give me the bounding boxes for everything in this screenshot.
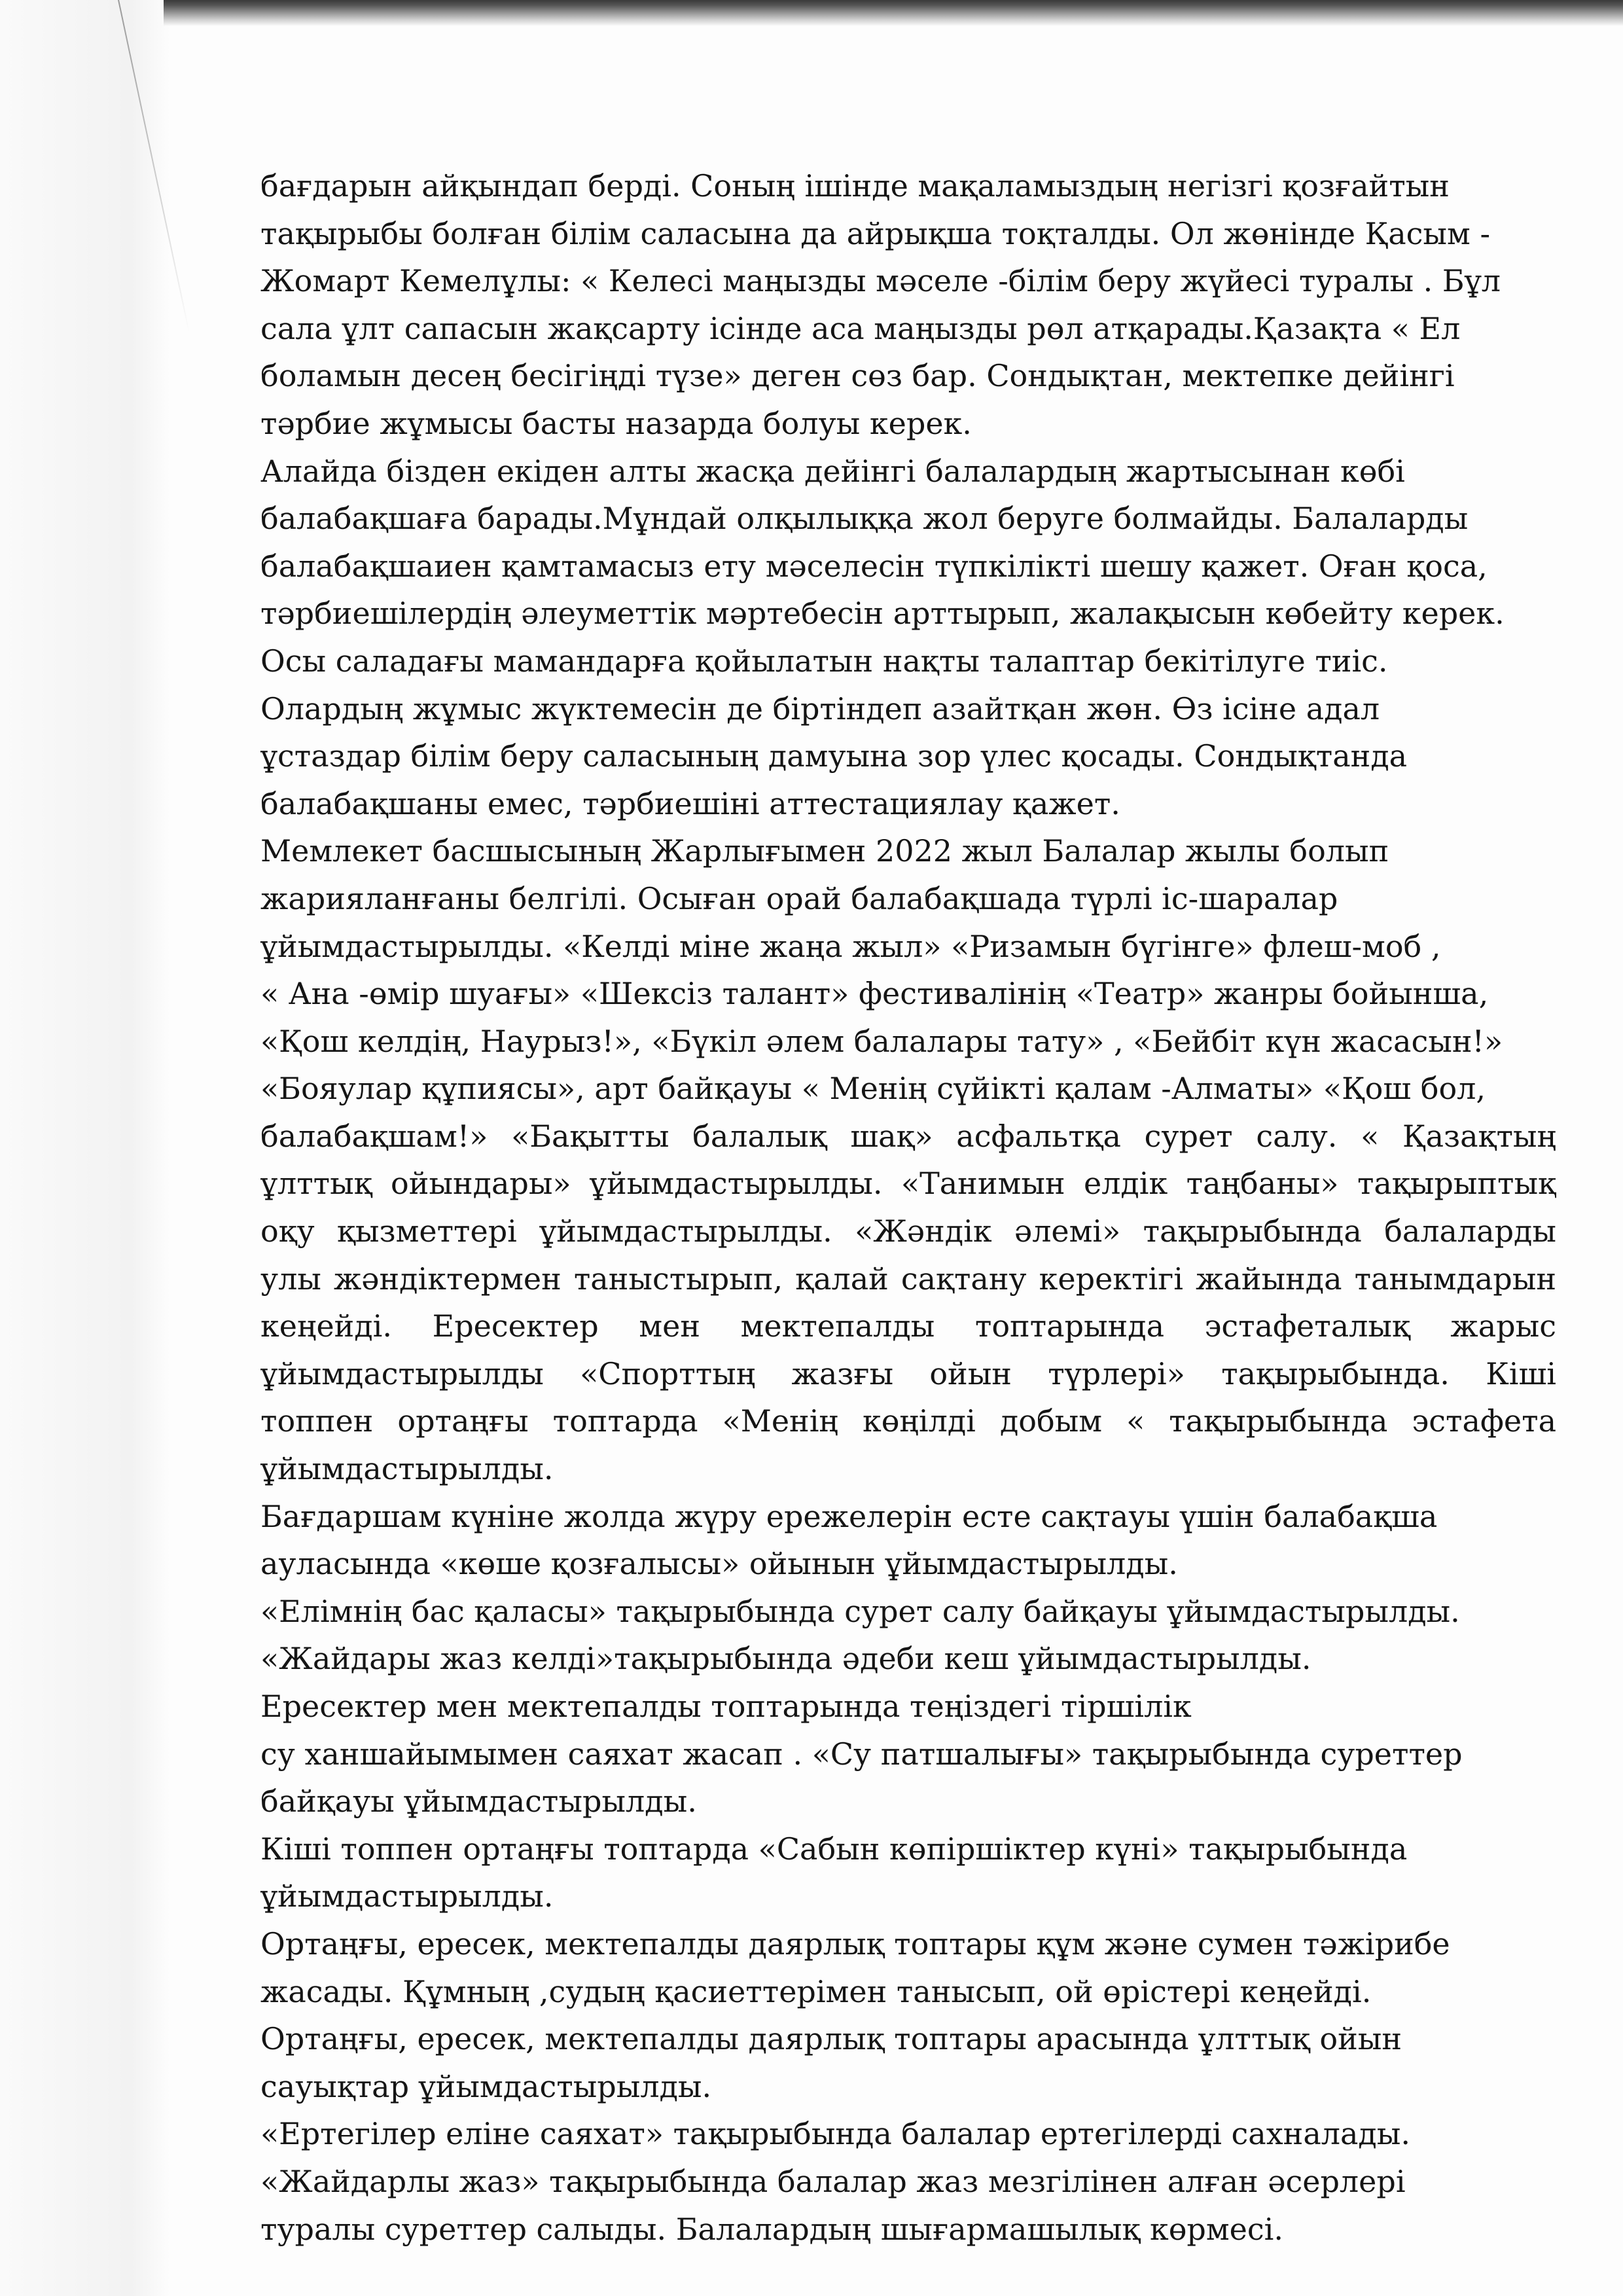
text-line: «Елімнің бас қаласы» тақырыбында сурет салу байқауы ұйымдастырылды. xyxy=(260,1593,1460,1629)
text-line: байқауы ұйымдастырылды. xyxy=(260,1784,697,1820)
text-line: балабақшам!» «Бақытты балалық шақ» асфальтқа сурет салу. « Қазақтың xyxy=(260,1118,1556,1154)
text-line: Ортаңғы, ересек, мектепалды даярлық топтары құм және сумен тәжірибе xyxy=(260,1926,1450,1962)
text-line: «Жайдарлы жаз» тақырыбында балалар жаз мезгілінен алған әсерлері xyxy=(260,2163,1406,2199)
text-line: ұйымдастырылды. «Келді міне жаңа жыл» «Ризамын бүгінге» флеш-моб , xyxy=(260,928,1441,964)
text-line: сауықтар ұйымдастырылды. xyxy=(260,2068,712,2104)
text-line: кеңейді. Ересектер мен мектепалды топтарында эстафеталық жарыс xyxy=(260,1308,1556,1344)
text-line: балабақшаиен қамтамасыз ету мәселесін түпкілікті шешу қажет. Оған қоса, xyxy=(260,548,1488,584)
text-line: Жомарт Кемелұлы: « Келесі маңызды мәселе -білім беру жүйесі туралы . Бұл xyxy=(260,263,1501,299)
text-line: оқу қызметтері ұйымдастырылды. «Жәндік әлемі» тақырыбында балаларды xyxy=(260,1213,1556,1249)
text-line: тақырыбы болған білім саласына да айрықша тоқталды. Ол жөнінде Қасым - xyxy=(260,215,1490,251)
text-line: сала ұлт сапасын жақсарту ісінде аса маңызды рөл атқарады.Қазақта « Ел xyxy=(260,310,1461,346)
text-line: жарияланғаны белгілі. Осыған орай балабақшада түрлі іс-шаралар xyxy=(260,880,1338,916)
text-line: Алайда бізден екіден алты жасқа дейінгі балалардың жартысынан көбі xyxy=(260,453,1405,489)
text-line: ұстаздар білім беру саласының дамуына зор үлес қосады. Сондықтанда xyxy=(260,738,1408,774)
text-line: Кіші топпен ортаңғы топтарда «Сабын көпіршіктер күні» тақырыбында xyxy=(260,1831,1408,1867)
text-line: Бағдаршам күніне жолда жүру ережелерін есте сақтауы үшін балабақша xyxy=(260,1498,1438,1534)
text-line: топпен ортаңғы топтарда «Менің көңілді добым « тақырыбында эстафета xyxy=(260,1403,1556,1439)
text-line: ұйымдастырылды. xyxy=(260,1451,554,1487)
text-line: улы жәндіктермен таныстырып, қалай сақтану керектігі жайында танымдарын xyxy=(260,1261,1556,1297)
text-line: « Ана -өмір шуағы» «Шексіз талант» фестивалінің «Театр» жанры бойынша, xyxy=(260,976,1489,1012)
text-line: жасады. Құмның ,судың қасиеттерімен танысып, ой өрістері кеңейді. xyxy=(260,1973,1372,2009)
text-line: «Жайдары жаз келді»тақырыбында әдеби кеш ұйымдастырылды. xyxy=(260,1641,1311,1677)
text-line: бағдарын айқындап берді. Соның ішінде мақаламыздың негізгі қозғайтын xyxy=(260,168,1450,204)
text-line: Ересектер мен мектепалды топтарында теңіздегі тіршілік xyxy=(260,1689,1192,1724)
text-line: Осы саладағы мамандарға қойылатын нақты талаптар бекітілуге тиіс. xyxy=(260,643,1388,679)
text-line: ұлттық ойындары» ұйымдастырылды. «Танимын елдік таңбаны» тақырыптық xyxy=(260,1166,1556,1202)
text-line: су ханшайымымен саяхат жасап . «Су патшалығы» тақырыбында суреттер xyxy=(260,1736,1463,1772)
text-line: Ортаңғы, ересек, мектепалды даярлық топтары арасында ұлттық ойын xyxy=(260,2021,1402,2057)
text-line: балабақшаны емес, тәрбиешіні аттестациялау қажет. xyxy=(260,785,1120,821)
body-text xyxy=(260,162,1556,2253)
text-line: тәрбие жұмысы басты назарда болуы керек. xyxy=(260,405,972,441)
text-line: балабақшаға барады.Мұндай олқылыққа жол беруге болмайды. Балаларды xyxy=(260,501,1469,537)
text-line: боламын десең бесігіңді түзе» деген сөз бар. Сондықтан, мектепке дейінгі xyxy=(260,358,1455,394)
text-line: ұйымдастырылды. xyxy=(260,1878,554,1914)
text-line: тәрбиешілердің әлеуметтік мәртебесін арттырып, жалақысын көбейту керек. xyxy=(260,596,1505,632)
text-line: туралы суреттер салыды. Балалардың шығармашылық көрмесі. xyxy=(260,2211,1283,2247)
text-line: «Бояулар құпиясы», арт байқауы « Менің сүйікті қалам -Алматы» «Қош бол, xyxy=(260,1071,1486,1107)
text-line: Мемлекет басшысының Жарлығымен 2022 жыл Балалар жылы болып xyxy=(260,833,1389,869)
text-line: ұйымдастырылды «Спорттың жазғы ойын түрлері» тақырыбында. Кіші xyxy=(260,1355,1556,1391)
scan-shadow-left xyxy=(0,0,170,2296)
scan-shadow-top xyxy=(164,0,1623,26)
text-line: «Қош келдің, Наурыз!», «Бүкіл әлем балалары тату» , «Бейбіт күн жасасын!» xyxy=(260,1023,1503,1059)
text-line: «Ертегілер еліне саяхат» тақырыбында балалар ертегілерді сахналады. xyxy=(260,2116,1410,2152)
text-line: ауласында «көше қозғалысы» ойынын ұйымдастырылды. xyxy=(260,1546,1178,1582)
text-line: Олардың жұмыс жүктемесін де біртіндеп азайтқан жөн. Өз ісіне адал xyxy=(260,691,1380,726)
